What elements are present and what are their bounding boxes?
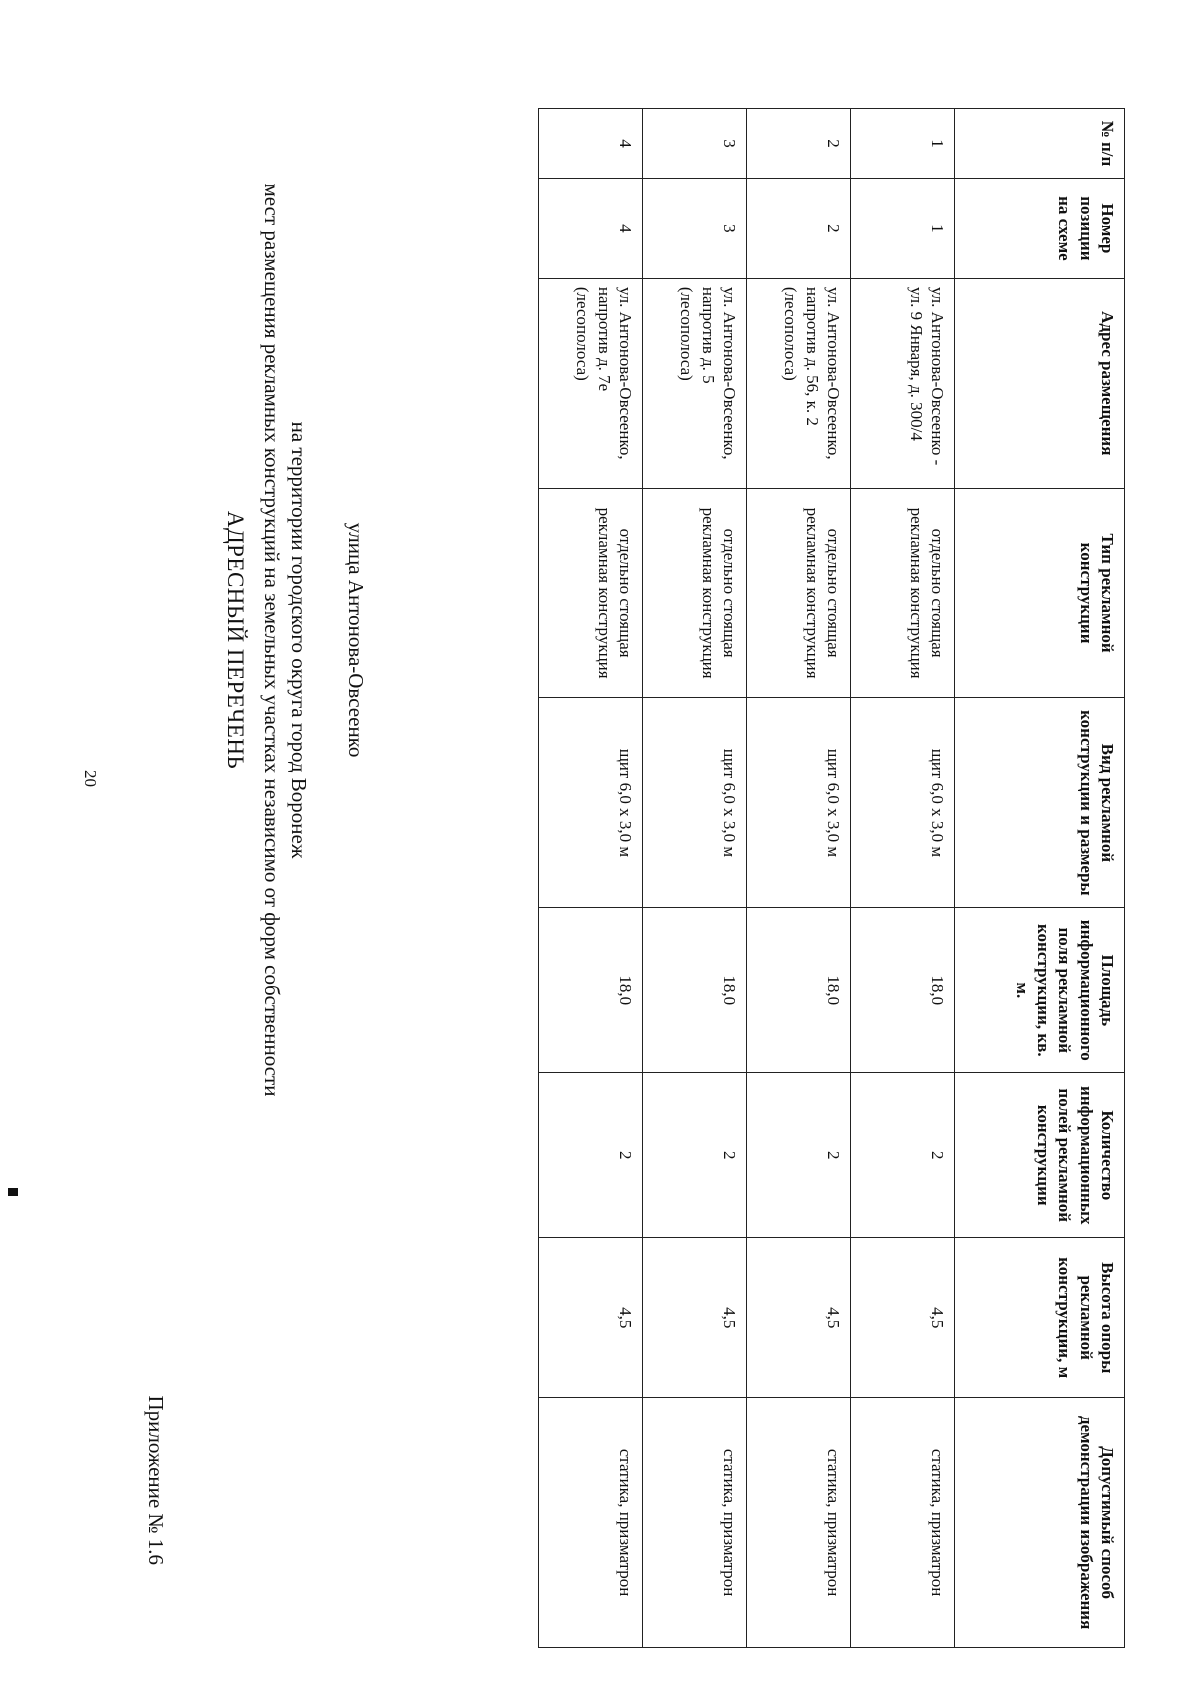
address-list-table — [538, 108, 1125, 1648]
table-cell: 3 — [643, 178, 747, 278]
table-cell: ул. Антонова-Овсеенко, напротив д. 7е (лесополоса) — [539, 278, 643, 488]
table-cell: 4,5 — [851, 1238, 955, 1398]
table-cell: 2 — [643, 1073, 747, 1238]
table-cell: щит 6,0 х 3,0 м — [539, 698, 643, 908]
header-cell: Адрес размещения — [955, 278, 1125, 488]
table-cell: ул. Антонова-Овсеенко, напротив д. 56, к. 2 (лесополоса) — [747, 278, 851, 488]
table-cell: статика, призматрон — [539, 1398, 643, 1648]
table-cell: 2 — [539, 1073, 643, 1238]
table-cell: отдельно стоящая рекламная конструкция — [643, 488, 747, 698]
table-cell: 4,5 — [747, 1238, 851, 1398]
document-title: АДРЕСНЫЙ ПЕРЕЧЕНЬ — [223, 510, 248, 770]
table-header-row — [955, 109, 1125, 1648]
table-cell: щит 6,0 х 3,0 м — [851, 698, 955, 908]
table-cell: 18,0 — [539, 908, 643, 1073]
table-cell: 2 — [747, 109, 851, 179]
header-cell: Высота опоры рекламной конструкции, м — [955, 1238, 1125, 1398]
table-cell: статика, призматрон — [643, 1398, 747, 1648]
table-cell: щит 6,0 х 3,0 м — [747, 698, 851, 908]
header-cell: № п/п — [955, 109, 1125, 179]
document-subtitle-line2: на территории городского округа город Воронеж — [287, 421, 311, 859]
table-cell: 1 — [851, 109, 955, 179]
table-cell: 2 — [851, 1073, 955, 1238]
table-cell: ул. Антонова-Овсеенко, напротив д. 5 (лесополоса) — [643, 278, 747, 488]
header-cell: Тип рекламной конструкции — [955, 488, 1125, 698]
street-name: улица Антонова-Овсеенко — [344, 522, 368, 758]
table-row — [539, 109, 643, 1648]
table-cell: щит 6,0 х 3,0 м — [643, 698, 747, 908]
scan-artifact — [8, 1188, 18, 1196]
header-cell: Номер позиции на схеме — [955, 178, 1125, 278]
table-cell: 18,0 — [643, 908, 747, 1073]
table-cell: статика, призматрон — [851, 1398, 955, 1648]
table-cell: отдельно стоящая рекламная конструкция — [539, 488, 643, 698]
table-cell: ул. Антонова-Овсеенко - ул. 9 Января, д. 300/4 — [851, 278, 955, 488]
header-cell: Площадь информационного поля рекламной конструкции, кв. м. — [955, 908, 1125, 1073]
page-number: 20 — [81, 770, 100, 787]
table-cell: 2 — [747, 1073, 851, 1238]
table-cell: 18,0 — [851, 908, 955, 1073]
table-cell: 2 — [747, 178, 851, 278]
appendix-label: Приложение № 1.6 — [144, 1395, 168, 1565]
table-row — [747, 109, 851, 1648]
table-cell: 3 — [643, 109, 747, 179]
table-cell: 4,5 — [643, 1238, 747, 1398]
table-cell: отдельно стоящая рекламная конструкция — [747, 488, 851, 698]
table-cell: 4 — [539, 109, 643, 179]
header-cell: Допустимый способ демонстрации изображения — [955, 1398, 1125, 1648]
document-subtitle-line1: мест размещения рекламных конструкций на земельных участках независимо от форм собственности — [260, 183, 284, 1097]
table-cell: отдельно стоящая рекламная конструкция — [851, 488, 955, 698]
table-row — [851, 109, 955, 1648]
table-cell: 4,5 — [539, 1238, 643, 1398]
table-cell: 4 — [539, 178, 643, 278]
table-cell: 1 — [851, 178, 955, 278]
table-cell: статика, призматрон — [747, 1398, 851, 1648]
table-row — [643, 109, 747, 1648]
table-cell: 18,0 — [747, 908, 851, 1073]
header-cell: Вид рекламной конструкции и размеры — [955, 698, 1125, 908]
header-cell: Количество информационных полей рекламной конструкции — [955, 1073, 1125, 1238]
